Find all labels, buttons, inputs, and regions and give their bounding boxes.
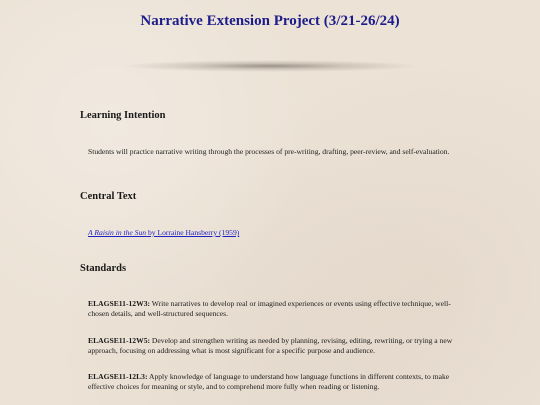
central-text-heading: Central Text <box>80 191 137 202</box>
standard-text: Develop and strengthen writing as needed by planning, revising, editing, rewriting, or trying a new approach, focusing on addressing what is most significant for a specific purpose and audience. <box>88 336 453 355</box>
central-text-citation <box>88 228 460 238</box>
standard-code: ELAGSE11-12L3: <box>88 372 148 381</box>
author-link[interactable]: Lorraine Hansberry (1959) <box>157 228 240 237</box>
standard-item <box>88 336 460 355</box>
book-title-link[interactable]: A Raisin in the Sun <box>88 228 147 237</box>
standard-item <box>88 372 460 391</box>
standard-item <box>88 299 460 318</box>
learning-intention-heading: Learning Intention <box>80 110 166 121</box>
standard-text: Apply knowledge of language to understand how language functions in different contexts, to make effective choices for meaning or style, and to comprehend more fully when reading or listening. <box>88 372 450 391</box>
standard-text: Write narratives to develop real or imagined experiences or events using effective technique, well-chosen details, and well-structured sequences. <box>88 299 451 318</box>
standards-heading: Standards <box>80 263 127 274</box>
decorative-divider <box>120 60 420 72</box>
book-by-link[interactable]: by <box>146 228 158 237</box>
standard-code: ELAGSE11-12W3: <box>88 299 151 308</box>
page-title: Narrative Extension Project (3/21-26/24) <box>140 13 400 29</box>
standard-code: ELAGSE11-12W5: <box>88 336 151 345</box>
learning-intention-text: Students will practice narrative writing through the processes of pre-writing, drafting, peer-review, and self-evaluation. <box>88 147 450 156</box>
